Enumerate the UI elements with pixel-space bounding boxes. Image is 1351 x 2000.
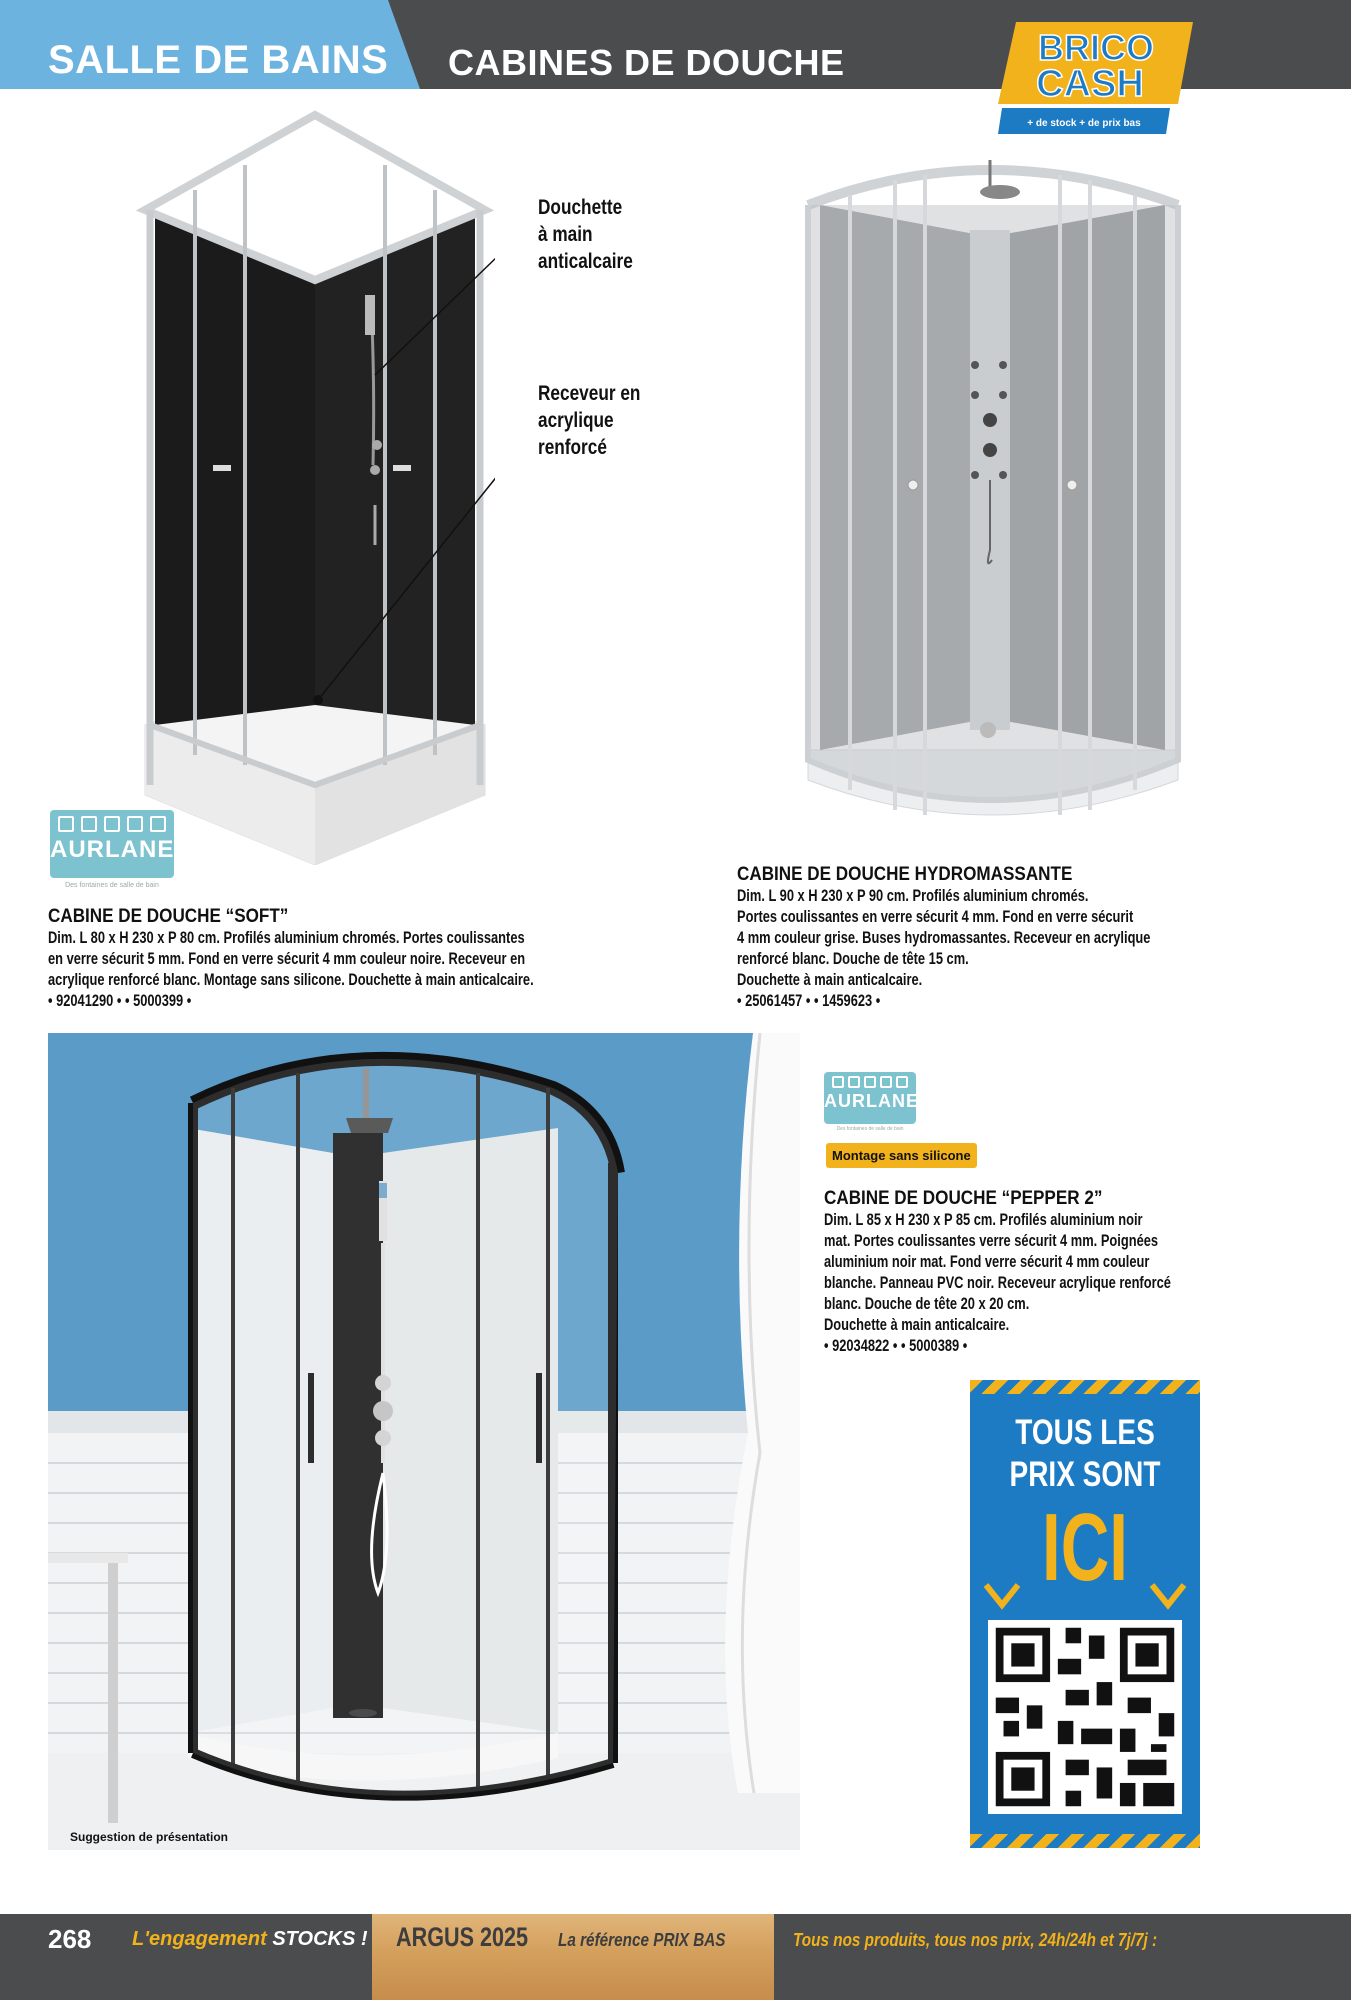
hydromassante-shower-image bbox=[800, 150, 1185, 830]
soft-shower-image bbox=[135, 105, 495, 865]
aurlane-tagline-2: Des fontaines de salle de bain bbox=[836, 1126, 904, 1132]
brico-cash-logo bbox=[998, 22, 1193, 134]
photo-caption: Suggestion de présentation bbox=[70, 1830, 229, 1844]
qr-code-icon[interactable] bbox=[988, 1620, 1182, 1814]
product-desc-pepper2: Dim. L 85 x H 230 x P 85 cm. Profilés aluminium noir mat. Portes coulissantes verre sécurit 4 mm. Poignées aluminium noir mat. Fond verre sécurit 4 mm couleur blanche. Panneau PVC noir. Receveur acrylique renforcé blanc. Douche de tête 20 x 20 cm. Douchette à main anticalcaire. • 92034822 • • 5000389 • bbox=[824, 1211, 1171, 1355]
svg-text:CASH: CASH bbox=[1036, 63, 1144, 105]
montage-badge: Montage sans silicone bbox=[826, 1143, 977, 1168]
section-title: SALLE DE BAINS bbox=[48, 38, 389, 82]
page-number: 268 bbox=[48, 1924, 92, 1954]
pepper2-shower-image bbox=[48, 1033, 800, 1850]
promo-stripe-bottom bbox=[970, 1834, 1200, 1848]
product-desc-hydromassante: Dim. L 90 x H 230 x P 90 cm. Profilés aluminium chromés. Portes coulissantes en verre sécurit 4 mm. Fond en verre sécurit 4 mm couleur grise. Buses hydromassantes. Receveur en acrylique renforcé blanc. Douche de tête 15 cm. Douchette à main anticalcaire. • 25061457 • • 1459623 • bbox=[737, 887, 1151, 1010]
category-title: CABINES DE DOUCHE bbox=[448, 42, 845, 83]
callout-receveur: Receveur en acrylique renforcé bbox=[538, 382, 641, 459]
product-desc-soft: Dim. L 80 x H 230 x P 80 cm. Profilés aluminium chromés. Portes coulissantes en verre sécurit 5 mm. Fond en verre sécurit 4 mm couleur noire. Receveur en acrylique renforcé blanc. Montage sans silicone. Douchette à main anticalcaire. • 92041290 • • 5000399 • bbox=[48, 929, 534, 1010]
promo-chevrons-icon bbox=[982, 1575, 1188, 1615]
footer-tous-produits: Tous nos produits, tous nos prix, 24h/24h et 7j/7j : bbox=[793, 1930, 1158, 1950]
promo-ici: ICI bbox=[1042, 1494, 1128, 1601]
promo-stripe-top bbox=[970, 1380, 1200, 1394]
promo-prices-box[interactable] bbox=[970, 1380, 1200, 1848]
product-title-soft: CABINE DE DOUCHE “SOFT” bbox=[48, 906, 289, 927]
product-title-hydromassante: CABINE DE DOUCHE HYDROMASSANTE bbox=[737, 864, 1073, 885]
svg-text:BRICO: BRICO bbox=[1038, 27, 1154, 68]
aurlane-tagline: Des fontaines de salle de bain bbox=[65, 882, 159, 889]
product-title-pepper2: CABINE DE DOUCHE “PEPPER 2” bbox=[824, 1188, 1103, 1209]
footer-argus: ARGUS 2025 bbox=[396, 1922, 529, 1952]
promo-text: TOUS LES PRIX SONT bbox=[1009, 1413, 1161, 1494]
footer-reference: La référence PRIX BAS bbox=[558, 1930, 726, 1950]
aurlane-logo: AURLANE bbox=[50, 810, 174, 878]
footer-engagement: L'engagement STOCKS ! bbox=[132, 1928, 368, 1950]
svg-text:+ de stock + de prix bas: + de stock + de prix bas bbox=[1027, 118, 1141, 129]
callout-douchette: Douchette à main anticalcaire bbox=[538, 196, 633, 273]
aurlane-logo-2: AURLANE bbox=[824, 1072, 916, 1124]
